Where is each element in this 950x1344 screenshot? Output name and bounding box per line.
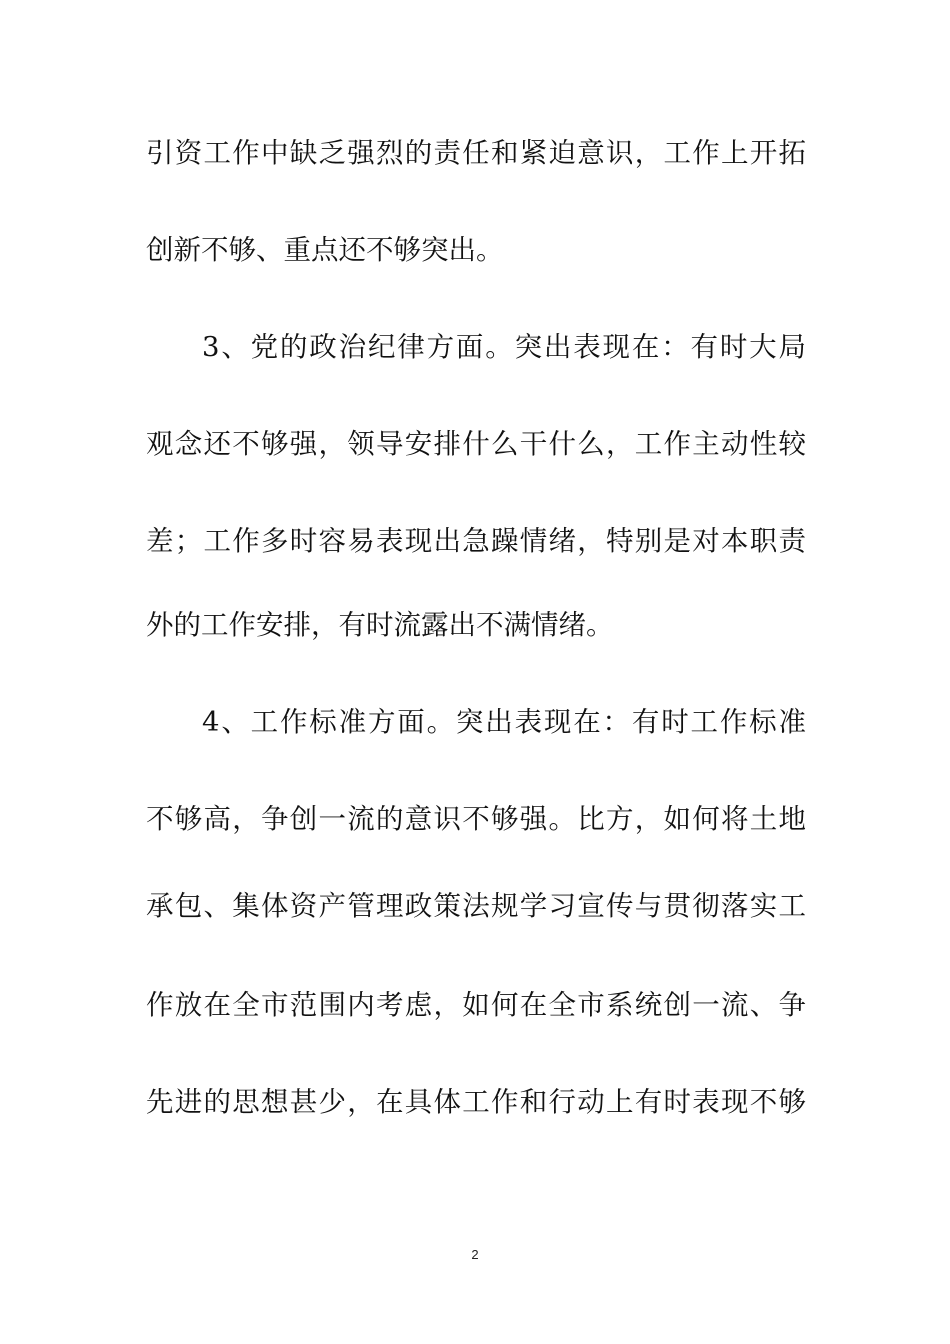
text-line: 外的工作安排，有时流露出不满情绪。 <box>146 609 614 641</box>
text-line: 承包、集体资产管理政策法规学习宣传与贯彻落实工 <box>146 890 806 922</box>
text-line: 观念还不够强，领导安排什么干什么，工作主动性较 <box>146 428 806 460</box>
text-line: 不够高，争创一流的意识不够强。比方，如何将土地 <box>146 803 806 835</box>
text-line: 引资工作中缺乏强烈的责任和紧迫意识，工作上开拓 <box>146 137 806 169</box>
page-number: 2 <box>471 1247 479 1262</box>
text-line: 差；工作多时容易表现出急躁情绪，特别是对本职责 <box>146 525 806 557</box>
paragraph-start-line: 3、党的政治纪律方面。突出表现在：有时大局 <box>202 331 806 363</box>
text-line: 作放在全市范围内考虑，如何在全市系统创一流、争 <box>146 989 806 1021</box>
text-line: 创新不够、重点还不够突出。 <box>146 234 504 266</box>
text-line: 先进的思想甚少，在具体工作和行动上有时表现不够 <box>146 1086 806 1118</box>
paragraph-start-line: 4、工作标准方面。突出表现在：有时工作标准 <box>202 706 806 738</box>
